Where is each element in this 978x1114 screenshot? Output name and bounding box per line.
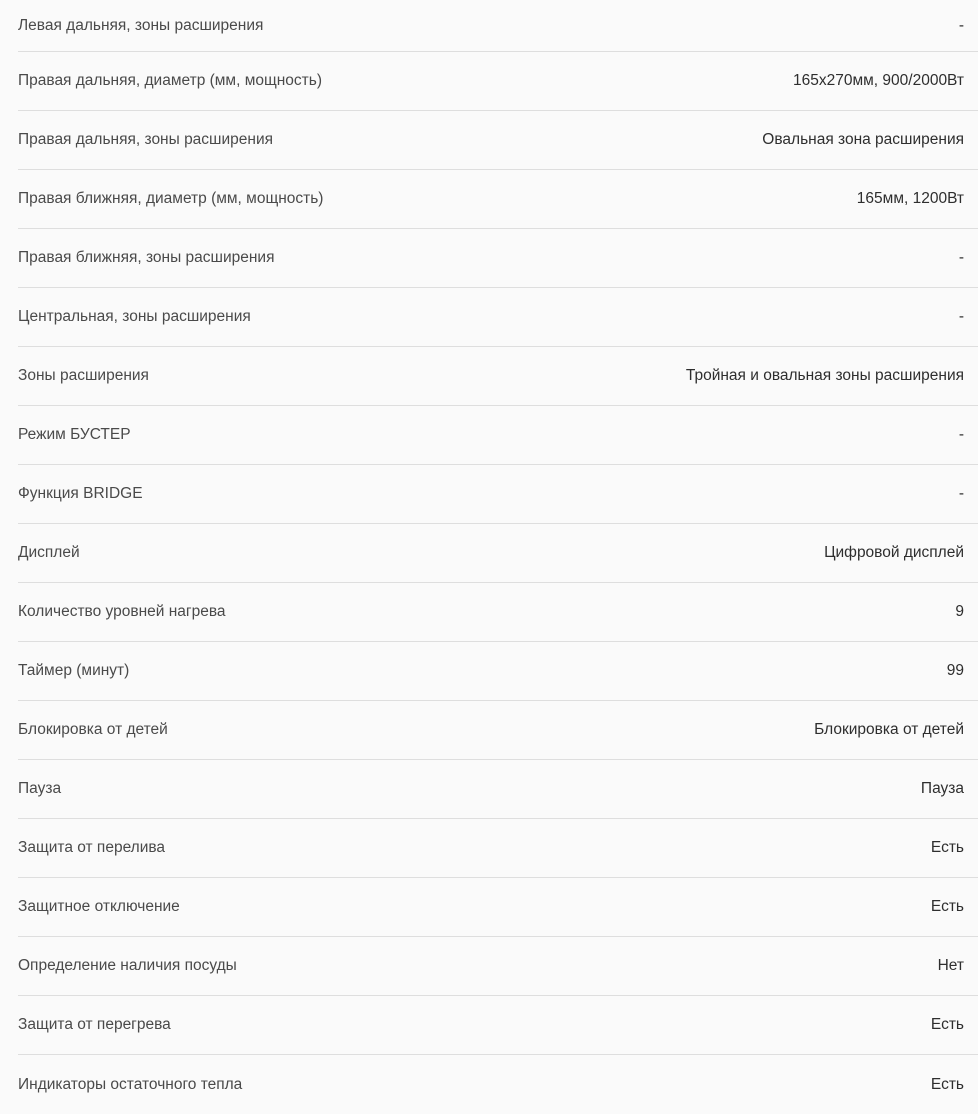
spec-label: Индикаторы остаточного тепла xyxy=(18,1075,243,1093)
spec-label: Правая ближняя, диаметр (мм, мощность) xyxy=(18,190,324,208)
spec-row xyxy=(18,170,978,229)
spec-value: Нет xyxy=(937,957,964,975)
spec-value: - xyxy=(958,426,964,444)
spec-value: 165x270мм, 900/2000Вт xyxy=(793,72,964,90)
spec-value: Есть xyxy=(930,898,964,916)
spec-row xyxy=(18,524,978,583)
spec-value: Блокировка от детей xyxy=(814,721,964,739)
spec-row xyxy=(18,347,978,406)
spec-row xyxy=(18,52,978,111)
spec-row xyxy=(18,760,978,819)
spec-value: 99 xyxy=(946,662,964,680)
spec-label: Правая дальняя, зоны расширения xyxy=(18,131,274,149)
spec-row xyxy=(18,465,978,524)
spec-label: Таймер (минут) xyxy=(18,662,130,680)
spec-label: Дисплей xyxy=(18,544,80,562)
spec-row xyxy=(18,0,978,52)
spec-value: Есть xyxy=(930,1075,964,1093)
spec-row xyxy=(18,1055,978,1114)
spec-value: - xyxy=(958,308,964,326)
spec-label: Правая дальняя, диаметр (мм, мощность) xyxy=(18,72,322,90)
spec-value: - xyxy=(958,485,964,503)
spec-label: Количество уровней нагрева xyxy=(18,603,226,621)
spec-value: - xyxy=(958,249,964,267)
spec-value: Тройная и овальная зоны расширения xyxy=(685,367,964,385)
spec-label: Функция BRIDGE xyxy=(18,485,143,503)
spec-label: Центральная, зоны расширения xyxy=(18,308,251,326)
spec-label: Защита от перегрева xyxy=(18,1016,171,1034)
spec-label: Защитное отключение xyxy=(18,898,180,916)
spec-row xyxy=(18,878,978,937)
spec-value: - xyxy=(958,16,964,34)
spec-row xyxy=(18,701,978,760)
spec-row xyxy=(18,642,978,701)
spec-row xyxy=(18,819,978,878)
spec-row xyxy=(18,229,978,288)
spec-value: Цифровой дисплей xyxy=(824,544,964,562)
spec-row xyxy=(18,996,978,1055)
spec-value: 165мм, 1200Вт xyxy=(856,190,964,208)
spec-label: Зоны расширения xyxy=(18,367,149,385)
spec-label: Правая ближняя, зоны расширения xyxy=(18,249,275,267)
spec-label: Левая дальняя, зоны расширения xyxy=(18,16,264,34)
spec-label: Режим БУСТЕР xyxy=(18,426,131,444)
spec-label: Защита от перелива xyxy=(18,839,166,857)
spec-value: Есть xyxy=(930,839,964,857)
spec-row xyxy=(18,937,978,996)
spec-value: 9 xyxy=(955,603,964,621)
spec-row xyxy=(18,406,978,465)
spec-value: Есть xyxy=(930,1016,964,1034)
spec-row xyxy=(18,288,978,347)
spec-label: Определение наличия посуды xyxy=(18,957,237,975)
spec-row xyxy=(18,111,978,170)
spec-value: Пауза xyxy=(920,780,964,798)
spec-label: Блокировка от детей xyxy=(18,721,168,739)
spec-row xyxy=(18,583,978,642)
spec-label: Пауза xyxy=(18,780,62,798)
spec-value: Овальная зона расширения xyxy=(762,131,964,149)
